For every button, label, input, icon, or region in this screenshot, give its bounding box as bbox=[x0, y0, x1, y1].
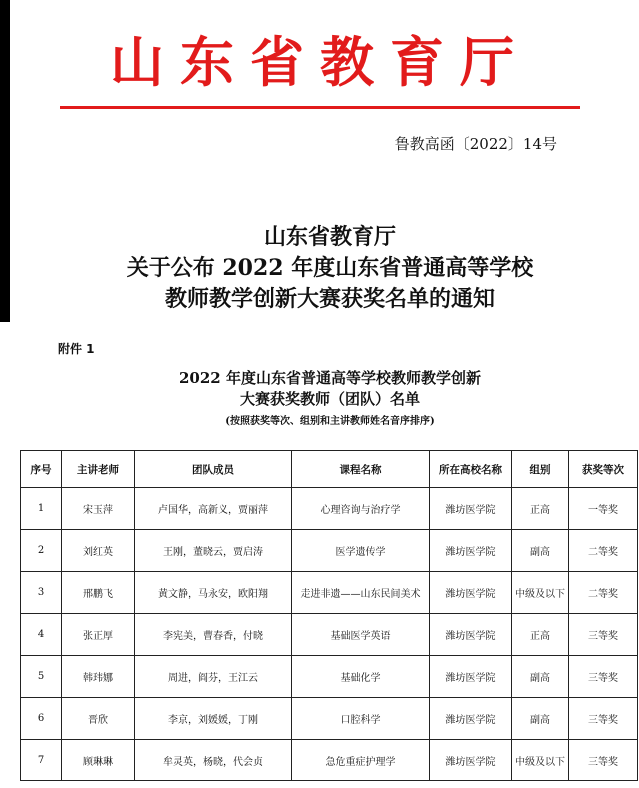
cell-team-members: 李宪美，曹春香，付晓 bbox=[135, 614, 292, 656]
title-line-2: 关于公布 2022 年度山东省普通高等学校 bbox=[126, 255, 534, 281]
cell-award-level: 三等奖 bbox=[569, 614, 638, 656]
table-row bbox=[21, 698, 638, 740]
attachment-label: 附件 1 bbox=[58, 342, 95, 356]
cell-group: 副高 bbox=[512, 698, 569, 740]
table-row bbox=[21, 488, 638, 530]
cell-team-members: 牟灵英，杨晓，代会贞 bbox=[135, 740, 292, 781]
scan-edge-bar bbox=[0, 0, 10, 322]
cell-course-name: 心理咨询与治疗学 bbox=[292, 488, 430, 530]
cell-course-name: 医学遗传学 bbox=[292, 530, 430, 572]
cell-index: 6 bbox=[21, 698, 62, 740]
cell-team-members: 王刚，董晓云，贾启涛 bbox=[135, 530, 292, 572]
cell-university: 潍坊医学院 bbox=[430, 530, 512, 572]
title-line-1: 山东省教育厅 bbox=[263, 224, 396, 250]
header-course-name: 课程名称 bbox=[292, 451, 430, 488]
masthead: 山东省教育厅 bbox=[110, 30, 530, 94]
cell-index: 5 bbox=[21, 656, 62, 698]
cell-award-level: 二等奖 bbox=[569, 530, 638, 572]
cell-index: 7 bbox=[21, 740, 62, 781]
cell-lead-teacher: 刘红英 bbox=[62, 530, 135, 572]
notice-title bbox=[40, 222, 620, 315]
cell-course-name: 基础化学 bbox=[292, 656, 430, 698]
cell-lead-teacher: 邢鹏飞 bbox=[62, 572, 135, 614]
cell-course-name: 走进非遗——山东民间美术 bbox=[292, 572, 430, 614]
table-row bbox=[21, 740, 638, 781]
cell-award-level: 二等奖 bbox=[569, 572, 638, 614]
cell-group: 副高 bbox=[512, 656, 569, 698]
cell-university: 潍坊医学院 bbox=[430, 698, 512, 740]
cell-lead-teacher: 宋玉萍 bbox=[62, 488, 135, 530]
cell-course-name: 急危重症护理学 bbox=[292, 740, 430, 781]
title-line-3: 教师教学创新大赛获奖名单的通知 bbox=[164, 286, 495, 312]
cell-lead-teacher: 张正厚 bbox=[62, 614, 135, 656]
cell-award-level: 三等奖 bbox=[569, 740, 638, 781]
header-group: 组别 bbox=[512, 451, 569, 488]
table-row bbox=[21, 656, 638, 698]
header-team-members: 团队成员 bbox=[135, 451, 292, 488]
cell-group: 中级及以下 bbox=[512, 572, 569, 614]
award-table bbox=[20, 450, 638, 781]
table-row bbox=[21, 530, 638, 572]
cell-group: 副高 bbox=[512, 530, 569, 572]
cell-award-level: 三等奖 bbox=[569, 656, 638, 698]
header-award-level: 获奖等次 bbox=[569, 451, 638, 488]
cell-university: 潍坊医学院 bbox=[430, 740, 512, 781]
cell-index: 1 bbox=[21, 488, 62, 530]
cell-team-members: 黄文静，马永安，欧阳翔 bbox=[135, 572, 292, 614]
cell-index: 4 bbox=[21, 614, 62, 656]
cell-university: 潍坊医学院 bbox=[430, 572, 512, 614]
cell-team-members: 卢国华，高新义，贾丽萍 bbox=[135, 488, 292, 530]
table-row bbox=[21, 614, 638, 656]
table-header-row bbox=[21, 451, 638, 488]
cell-group: 正高 bbox=[512, 488, 569, 530]
cell-university: 潍坊医学院 bbox=[430, 614, 512, 656]
header-university: 所在高校名称 bbox=[430, 451, 512, 488]
cell-index: 2 bbox=[21, 530, 62, 572]
cell-course-name: 基础医学英语 bbox=[292, 614, 430, 656]
list-heading-line-2: 大赛获奖教师（团队）名单 bbox=[239, 390, 420, 408]
sorting-note: (按照获奖等次、组别和主讲教师姓名音序排序) bbox=[225, 416, 435, 427]
cell-award-level: 三等奖 bbox=[569, 698, 638, 740]
cell-lead-teacher: 韩玮娜 bbox=[62, 656, 135, 698]
cell-university: 潍坊医学院 bbox=[430, 488, 512, 530]
cell-award-level: 一等奖 bbox=[569, 488, 638, 530]
cell-lead-teacher: 顾琳琳 bbox=[62, 740, 135, 781]
cell-course-name: 口腔科学 bbox=[292, 698, 430, 740]
table-row bbox=[21, 572, 638, 614]
list-heading-line-1: 2022 年度山东省普通高等学校教师教学创新 bbox=[179, 369, 481, 387]
list-heading bbox=[40, 368, 620, 431]
cell-team-members: 周进，阎芬，王江云 bbox=[135, 656, 292, 698]
document-number: 鲁教高函〔2022〕14号 bbox=[394, 135, 557, 153]
header-lead-teacher: 主讲老师 bbox=[62, 451, 135, 488]
red-divider bbox=[60, 106, 580, 109]
cell-index: 3 bbox=[21, 572, 62, 614]
cell-team-members: 李京，刘媛媛，丁刚 bbox=[135, 698, 292, 740]
cell-group: 正高 bbox=[512, 614, 569, 656]
cell-lead-teacher: 晋欣 bbox=[62, 698, 135, 740]
cell-university: 潍坊医学院 bbox=[430, 656, 512, 698]
header-index: 序号 bbox=[21, 451, 62, 488]
cell-group: 中级及以下 bbox=[512, 740, 569, 781]
